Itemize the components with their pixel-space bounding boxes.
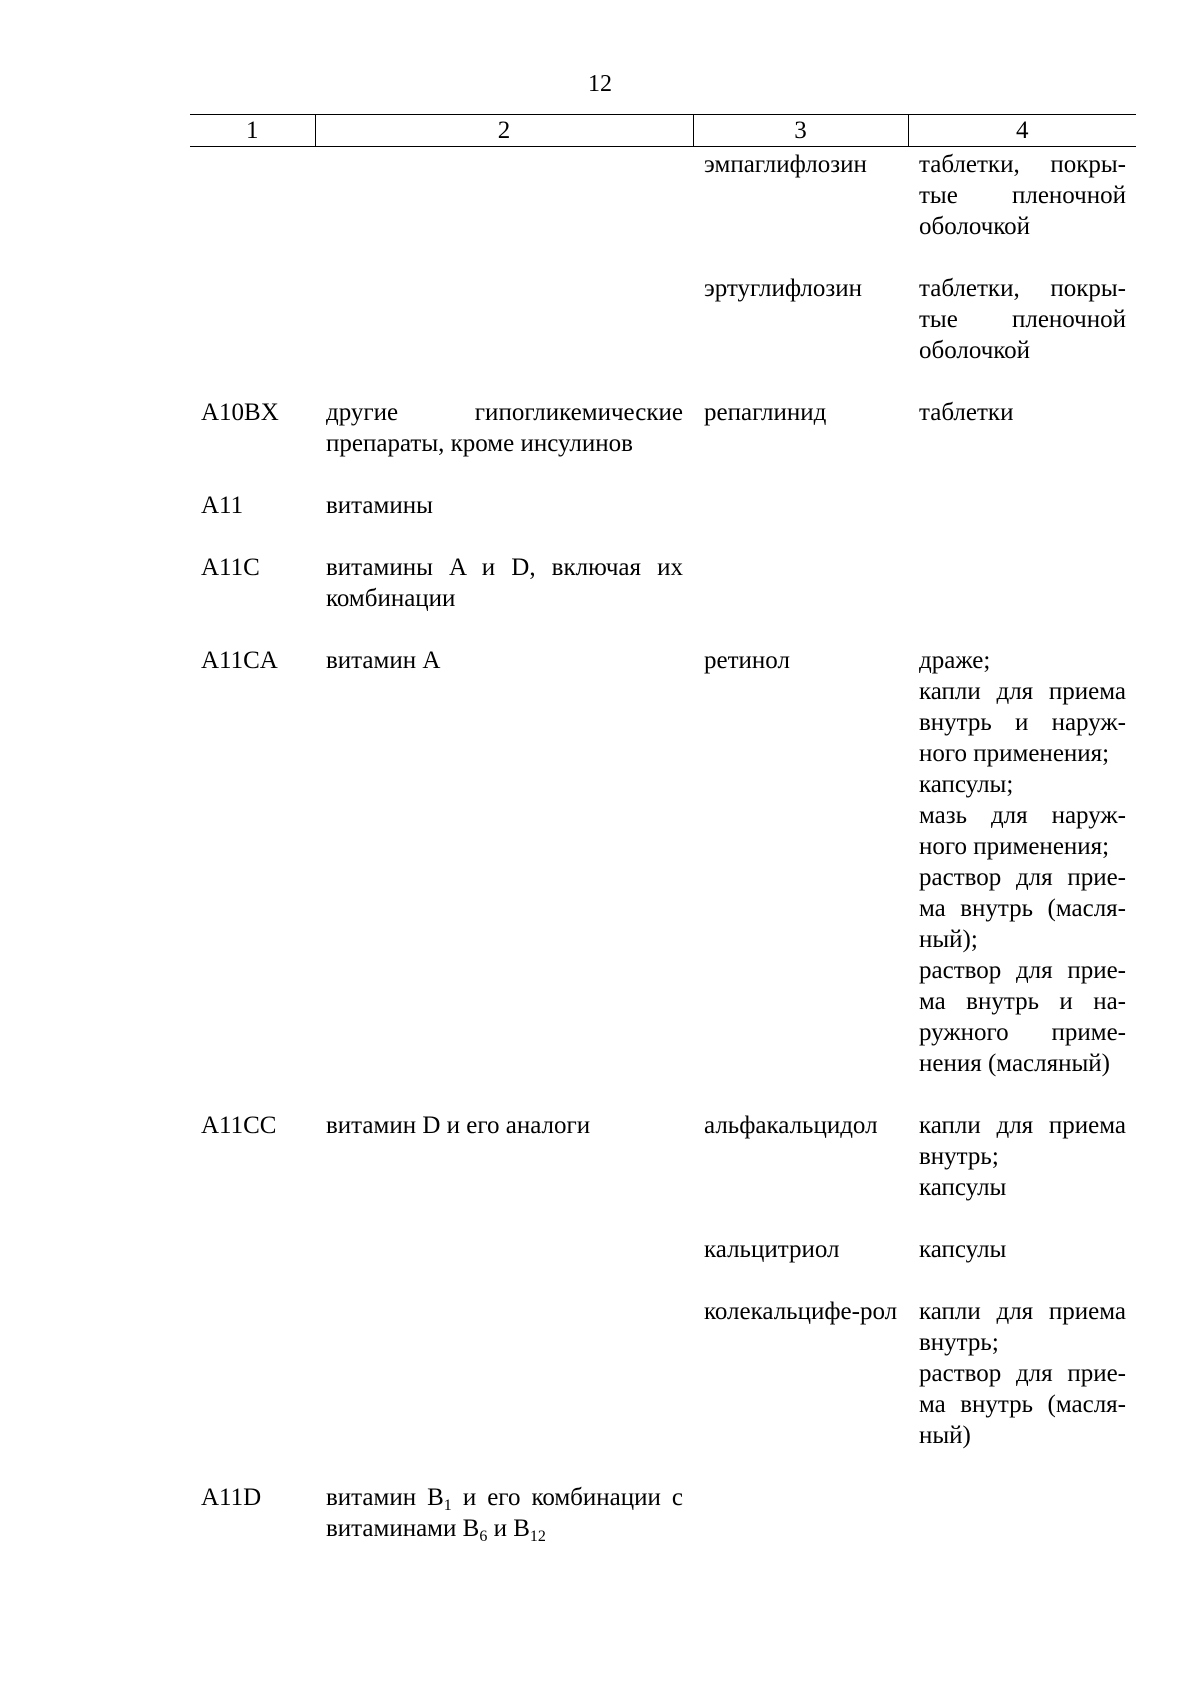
drug-name: кальцитриол [704,1236,840,1263]
dosage-form: мазь для наруж-ного применения; [919,802,1126,860]
dosage-forms [908,490,1136,552]
atc-group [315,273,693,397]
group-text: и B [487,1515,530,1542]
dosage-form: капли для приема внутрь и наруж-ного применения; [919,678,1126,767]
atc-group: витамины A и D, включая их комбинации [326,554,683,612]
dosage-form: капли для приема внутрь; [919,1298,1126,1356]
header-col-3: 3 [693,115,908,147]
subscript: 1 [443,1497,452,1514]
dosage-form: таблетки [919,399,1014,426]
drug-name: колекальцифе-рол [704,1298,898,1325]
atc-group [315,1234,693,1296]
dosage-forms [908,397,1136,490]
table-row [190,273,1136,397]
table-row [190,1296,1136,1482]
table-header-row [190,115,1136,147]
drug-name: репаглинид [704,399,827,426]
dosage-forms [908,1482,1136,1575]
dosage-form: раствор для прие-ма внутрь (масля-ный) [919,1360,1126,1449]
drug-name: эмпаглифлозин [704,151,867,178]
drug-name: ретинол [704,647,790,674]
table-row [190,147,1136,274]
atc-group: витамины [326,492,433,519]
atc-group [315,1296,693,1482]
atc-code: A11CA [201,647,278,674]
dosage-form: капли для приема внутрь; [919,1112,1126,1170]
subscript: 12 [529,1528,546,1545]
dosage-forms [908,1234,1136,1296]
dosage-form: раствор для прие-ма внутрь и на-ружного приме-нения (масляный) [919,957,1126,1077]
dosage-forms [908,147,1136,274]
atc-code: A11C [201,554,260,581]
table-row [190,397,1136,490]
dosage-form: раствор для прие-ма внутрь (масля-ный); [919,864,1126,953]
header-col-4: 4 [908,115,1136,147]
atc-code: A11CC [201,1112,277,1139]
table-row [190,1110,1136,1234]
table-row [190,552,1136,645]
dosage-form: драже; [919,647,991,674]
table-row [190,490,1136,552]
subscript: 6 [479,1528,488,1545]
dosage-forms [908,1110,1136,1234]
dosage-forms [908,552,1136,645]
drug-name [693,1482,908,1575]
dosage-form: капсулы [919,1236,1007,1263]
atc-code [190,1234,315,1296]
atc-group [315,1482,693,1575]
atc-code [190,273,315,397]
drug-name: эртуглифлозин [704,275,863,302]
table-row [190,1482,1136,1575]
drug-table [190,114,1136,1575]
header-col-1: 1 [190,115,315,147]
dosage-form: таблетки, покры-тые пленочной оболочкой [919,151,1126,240]
atc-group: другие гипогликемические препараты, кроме инсулинов [326,399,683,457]
header-col-2: 2 [315,115,693,147]
group-text: витамин B [326,1484,444,1511]
table-row [190,1234,1136,1296]
dosage-form: таблетки, покры-тые пленочной оболочкой [919,275,1126,364]
table-row [190,645,1136,1110]
atc-group: витамин A [326,647,441,674]
drug-name [693,490,908,552]
atc-code: A11 [201,492,244,519]
atc-code [190,1296,315,1482]
drug-name: альфакальцидол [704,1112,878,1139]
dosage-form: капсулы [919,1174,1007,1201]
dosage-form: капсулы; [919,771,1014,798]
dosage-forms [908,273,1136,397]
drug-name [693,552,908,645]
dosage-forms [908,1296,1136,1482]
group-text: и его комбинации с витаминами B [326,1484,684,1542]
dosage-forms [908,645,1136,1110]
atc-code: A10BX [201,399,279,426]
page-number: 12 [588,71,612,97]
atc-group: витамин D и его аналоги [326,1112,591,1139]
atc-group [315,147,693,274]
atc-code [190,147,315,274]
atc-code: A11D [201,1484,262,1511]
